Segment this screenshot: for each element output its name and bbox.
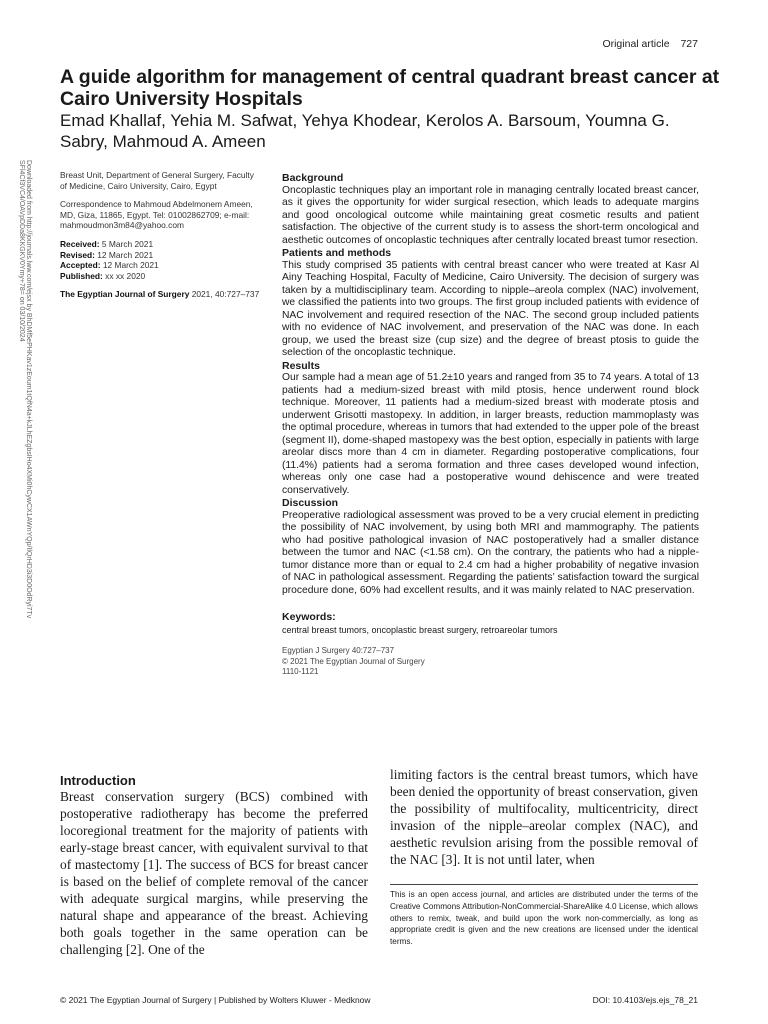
page-number: 727 — [680, 38, 698, 50]
abstract — [282, 172, 699, 678]
footer-copyright: © 2021 The Egyptian Journal of Surgery | Published by Wolters Kluwer - Medknow — [60, 995, 371, 1005]
article-metadata — [60, 170, 260, 308]
methods-text: This study comprised 35 patients with central breast cancer who were treated at Kasr Al Ainy Teaching Hospital, Faculty of Medicine, Cairo University. The decision of surgery was taken by a multidisciplinary team. According to nipple–areola complex (NAC) involvement, we classified the patients into two groups. The first group included patients with evidence of NAC involvement and required resection of the NAC. The second group included patients with no evidence of NAC involvement, and preservation of the NAC was done. In each group, we used the breast size (cup size) and the degree of breast ptosis to guide the selection of the oncoplastic technique. — [282, 259, 699, 358]
license-note: This is an open access journal, and articles are distributed under the terms of the Creative Commons Attribution-NonCommercial-ShareAlike 4.0 License, which allows others to remix, tweak, and build upon the work non-commercially, as long as appropriate credit is given and the new creations are licensed under the identical terms. — [390, 884, 698, 948]
background-heading: Background — [282, 172, 344, 184]
introduction-heading: Introduction — [60, 773, 136, 788]
results-heading: Results — [282, 359, 320, 372]
background-text: Oncoplastic techniques play an important role in managing centrally located breast cancer, as it gives the opportunity for wider surgical resection, which leads to adequate margins and good oncological outcome while maintaining great cosmetic results and patient satisfaction. The objective of the current study is to assess the short-term oncological and aesthetic outcomes of oncoplastic techniques after centrally located breast tumor resection. — [282, 184, 699, 246]
journal-reference: The Egyptian Journal of Surgery 2021, 40:727–737 — [60, 289, 260, 300]
results-text: Our sample had a mean age of 51.2±10 years and ranged from 35 to 74 years. A total of 13 patients had a medium-sized breast with mild ptosis, hence underwent round block technique. Moreover, 11 patients had a medium-sized breast with moderate ptosis and underwent Grisotti mastopexy. In addition, in larger breasts, reduction mammoplasty was the optimal procedure, whereas in tumors that had extended to the upper pole of the breast (segment II), dome-shaped mastopexy was the best option, especially in patients with large areolar discs more than 4 cm in diameter. Regarding postoperative complications, four (11.4%) patients had a seroma formation and three cases developed wound infection, whereas only one case had a postoperative wound dehiscence and were treated conservatively. — [282, 372, 699, 496]
footer-doi: DOI: 10.4103/ejs.ejs_78_21 — [592, 995, 698, 1005]
keywords-heading: Keywords: — [282, 611, 336, 623]
intro-paragraph-left: Breast conservation surgery (BCS) combined with postoperative radiotherapy has become the preferred locoregional treatment for the majority of patients with early-stage breast cancer, with equivalent survival to that of mastectomy [1]. The success of BCS for breast cancer is based on the belief of complete removal of the cancer with adequate surgical margins, while preserving the natural shape and appearance of the breast. Achieving both goals together in the same operation can be challenging [2]. One of the — [60, 789, 368, 957]
affiliation: Breast Unit, Department of General Surgery, Faculty of Medicine, Cairo University, Cairo, Egypt — [60, 170, 254, 191]
intro-left-column — [60, 773, 368, 958]
dates: Received: 5 March 2021 Revised: 12 March 2021 Accepted: 12 March 2021 Published: xx xx 2020 — [60, 238, 159, 281]
intro-right-column — [390, 766, 698, 868]
discussion-heading: Discussion — [282, 497, 339, 509]
keywords-text: central breast tumors, oncoplastic breast surgery, retroareolar tumors — [282, 624, 558, 635]
page-footer — [60, 995, 698, 1005]
author-list: Emad Khallaf, Yehia M. Safwat, Yehya Khodear, Kerolos A. Barsoum, Youmna G. Sabry, Mahmoud A. Ameen — [60, 111, 670, 151]
correspondence: Correspondence to Mahmoud Abdelmonem Ameen, MD, Giza, 11865, Egypt. Tel: 01002862709; e-mail: mahmoudmon3m84@yahoo.com — [60, 199, 253, 231]
section-label: Original article — [602, 38, 670, 50]
article-title: A guide algorithm for management of central quadrant breast cancer at Cairo University Hospitals — [60, 66, 720, 110]
methods-heading: Patients and methods — [282, 247, 392, 259]
discussion-text: Preoperative radiological assessment was proved to be a very crucial element in predicting the possibility of NAC involvement, by using both MRI and mammography. The patients who had positive pathological invasion of NAC postoperatively had a smaller distance between the tumor and NAC (<1.58 cm). On the contrary, the patients who had a nipple-tumor distance more than or equal to 2.4 cm had a higher probability of negative invasion of NAC in pathological assessment. Regarding the patients’ satisfaction toward the surgical procedure done, 60% had excellent results, and it was mainly related to NAC preservation. — [282, 509, 699, 596]
download-watermark: Downloaded from http://journals.lww.com/ejsx by BhDMf5ePHKav1zEoum1tQfN4a+kJLhEZgbsIHo4XMi0hCywCX1AWnYQp/IlQrHD3i3D0OdRyi7TvSFl4Cf3VC4/OAVpDDa8KKGKV0Ymy+78= on 03/10/2024 — [18, 160, 32, 619]
running-header — [594, 38, 698, 50]
intro-paragraph-right: limiting factors is the central breast tumors, which have been denied the opportunity of breast conservation, given the possibility of multifocality, multicentricity, direct invasion of the nipple–areolar complex (NAC), and aesthetic revulsion arising from the possible removal of the NAC [3]. It is not until later, when — [390, 767, 698, 867]
keywords — [282, 611, 699, 636]
citation-block: Egyptian J Surgery 40:727–737 © 2021 The Egyptian Journal of Surgery 1110-1121 — [282, 646, 425, 676]
